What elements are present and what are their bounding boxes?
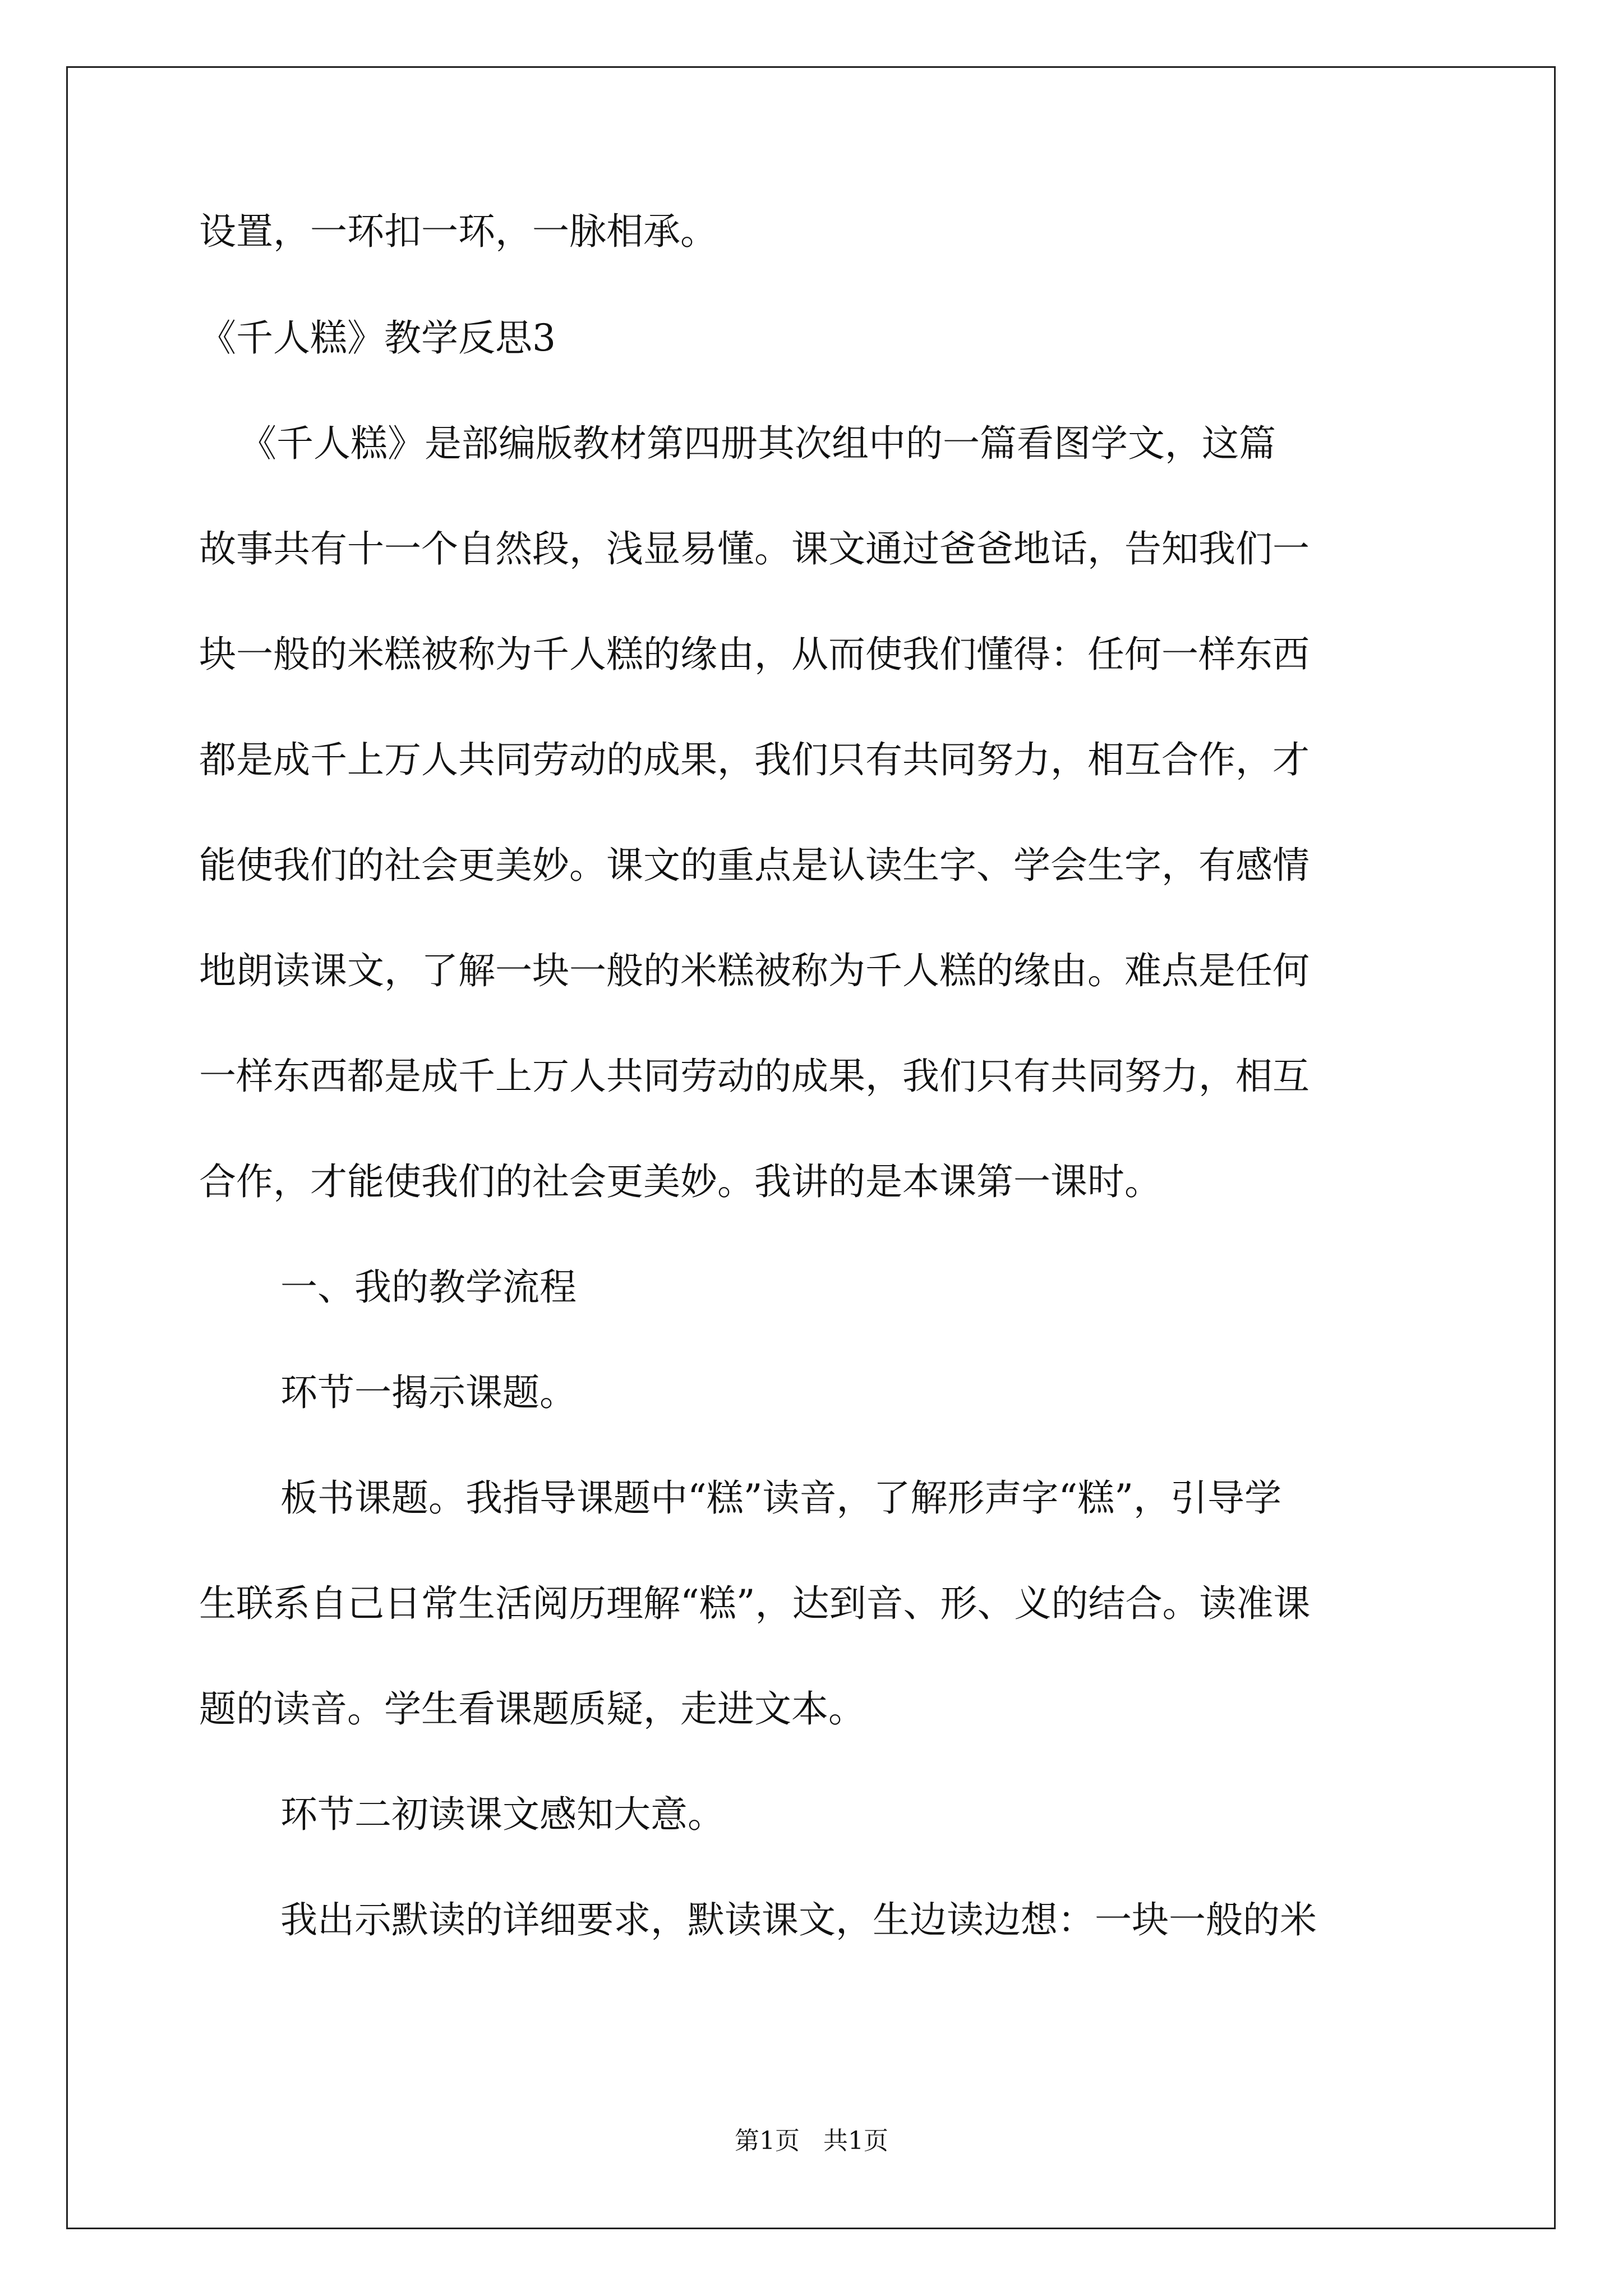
- text-line: 地朗读课文，了解一块一般的米糕被称为千人糕的缘由。难点是任何: [199, 949, 1310, 992]
- text-line: 题的读音。学生看课题质疑，走进文本。: [199, 1687, 865, 1731]
- text-line: 都是成千上万人共同劳动的成果，我们只有共同努力，相互合作，才: [199, 738, 1310, 781]
- text-line: 设置，一环扣一环，一脉相承。: [199, 210, 717, 253]
- section-heading: 《千人糕》教学反思3: [199, 316, 556, 360]
- page-number: 第1页: [735, 2127, 800, 2155]
- text-line: 一样东西都是成千上万人共同劳动的成果，我们只有共同努力，相互: [199, 1055, 1310, 1098]
- subheading: 一、我的教学流程: [280, 1266, 577, 1309]
- text-line: 合作，才能使我们的社会更美妙。我讲的是本课第一课时。: [199, 1160, 1161, 1203]
- text-line: 生联系自己日常生活阅历理解“糕”，达到音、形、义的结合。读准课: [199, 1582, 1311, 1625]
- page-footer: [0, 2129, 1623, 2154]
- text-line: 我出示默读的详细要求，默读课文，生边读边想：一块一般的米: [280, 1898, 1317, 1941]
- subheading: 环节二初读课文感知大意。: [280, 1793, 725, 1836]
- text-line: 故事共有十一个自然段，浅显易懂。课文通过爸爸地话，告知我们一: [199, 527, 1310, 570]
- page-total: 共1页: [823, 2127, 888, 2155]
- text-line: 《千人糕》是部编版教材第四册其次组中的一篇看图学文，这篇: [239, 422, 1276, 465]
- subheading: 环节一揭示课题。: [280, 1371, 577, 1414]
- text-line: 能使我们的社会更美妙。课文的重点是认读生字、学会生字，有感情: [199, 844, 1310, 887]
- text-line: 板书课题。我指导课题中“糕”读音，了解形声字“糕”，引导学: [280, 1476, 1281, 1520]
- text-line: 块一般的米糕被称为千人糕的缘由，从而使我们懂得：任何一样东西: [199, 633, 1310, 676]
